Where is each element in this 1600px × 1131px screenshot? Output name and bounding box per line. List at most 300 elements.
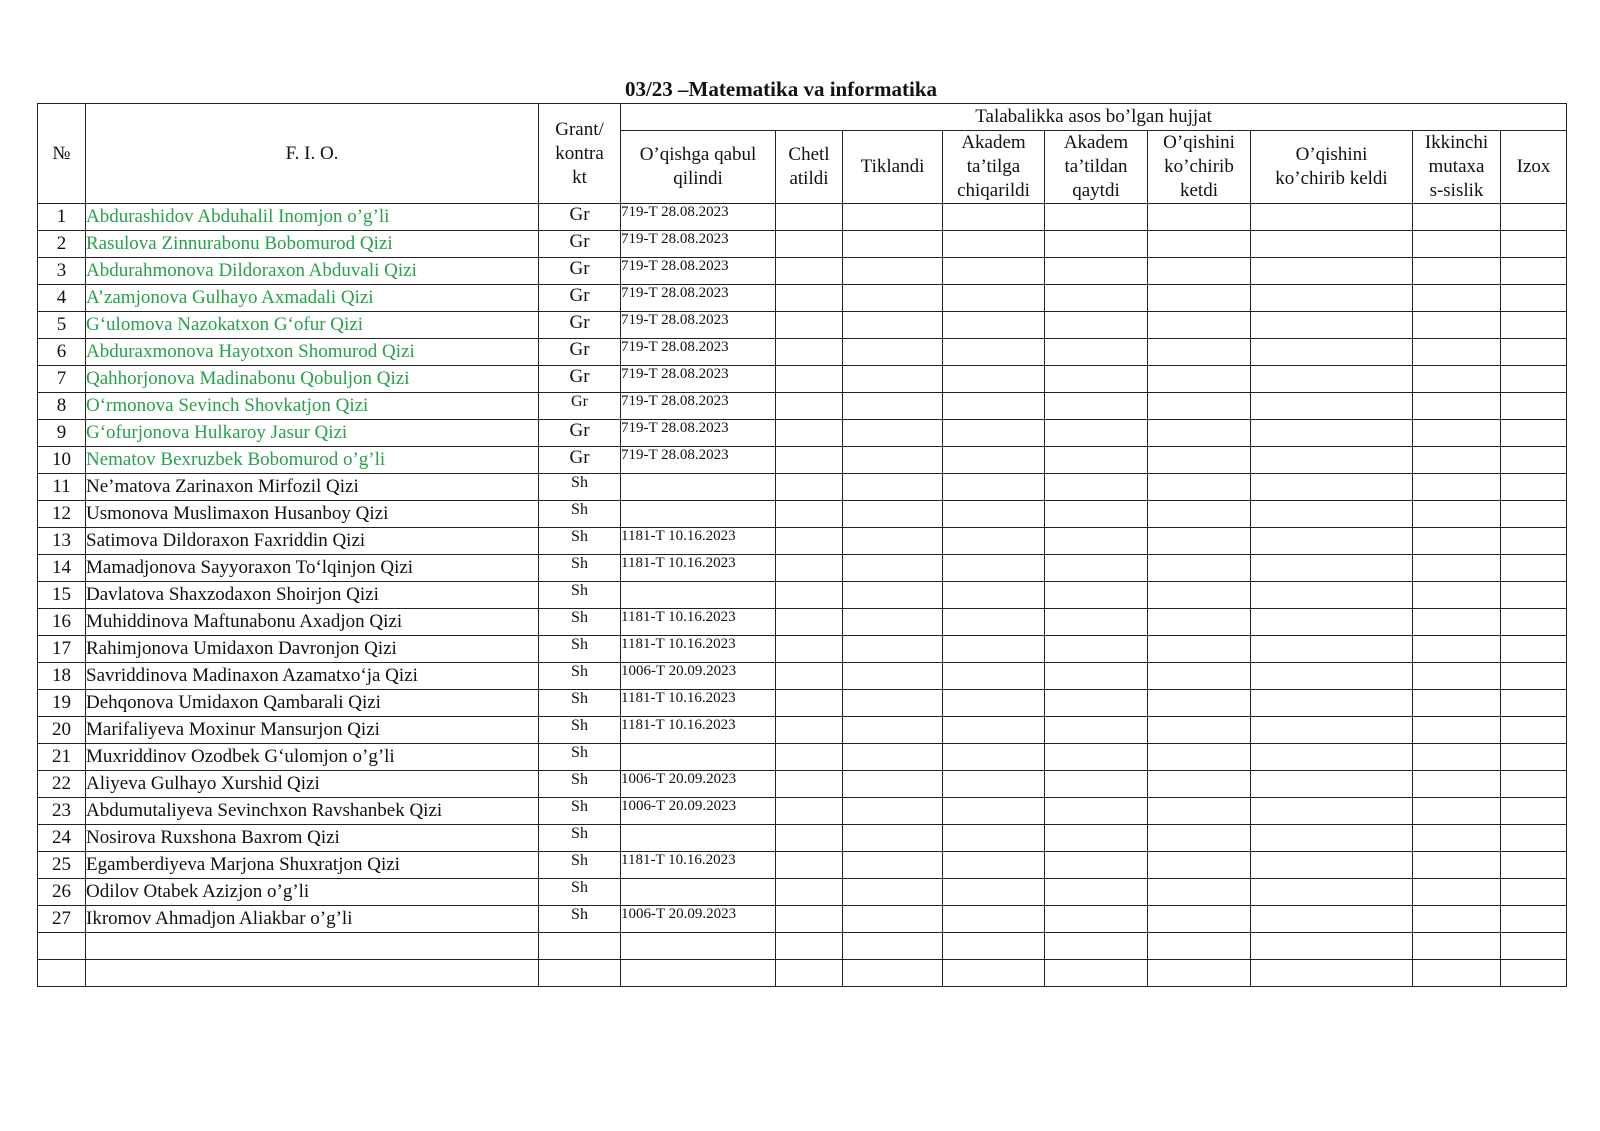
student-name: Marifaliyeva Moxinur Mansurjon Qizi xyxy=(86,717,539,744)
header-restored xyxy=(843,131,943,204)
empty-cell xyxy=(1413,798,1501,825)
empty-cell xyxy=(1501,474,1567,501)
empty-cell xyxy=(943,393,1045,420)
empty-cell xyxy=(1413,906,1501,933)
header-transferred-in xyxy=(1251,131,1413,204)
empty-cell xyxy=(1148,204,1251,231)
row-number: 20 xyxy=(38,717,86,744)
student-name: O‘rmonova Sevinch Shovkatjon Qizi xyxy=(86,393,539,420)
empty-cell xyxy=(776,474,843,501)
admission-document: 1006-T 20.09.2023 xyxy=(621,663,776,690)
empty-cell xyxy=(1501,204,1567,231)
empty-cell xyxy=(1413,312,1501,339)
table-row xyxy=(38,906,1567,933)
funding-type: Sh xyxy=(539,717,621,744)
empty-cell xyxy=(943,474,1045,501)
empty-cell xyxy=(1251,312,1413,339)
empty-cell xyxy=(1501,960,1567,987)
empty-cell xyxy=(1251,663,1413,690)
admission-document: 719-T 28.08.2023 xyxy=(621,204,776,231)
empty-cell xyxy=(1045,879,1148,906)
empty-cell xyxy=(1501,879,1567,906)
empty-cell xyxy=(843,690,943,717)
row-number: 8 xyxy=(38,393,86,420)
funding-type: Gr xyxy=(539,339,621,366)
empty-cell xyxy=(776,906,843,933)
empty-cell xyxy=(1045,393,1148,420)
table-row xyxy=(38,312,1567,339)
empty-cell xyxy=(1413,501,1501,528)
admission-document: 1181-T 10.16.2023 xyxy=(621,852,776,879)
funding-type: Gr xyxy=(539,393,621,420)
header-grant-line: kt xyxy=(572,166,587,188)
table-row xyxy=(38,528,1567,555)
empty-cell xyxy=(1413,582,1501,609)
empty-cell xyxy=(1045,906,1148,933)
admission-document: 719-T 28.08.2023 xyxy=(621,258,776,285)
empty-cell xyxy=(1148,366,1251,393)
empty-cell xyxy=(1148,879,1251,906)
header-line: O’qishini xyxy=(1163,132,1235,153)
header-expelled xyxy=(776,131,843,204)
empty-cell xyxy=(843,231,943,258)
empty-cell xyxy=(843,366,943,393)
header-fio: F. I. O. xyxy=(86,104,539,204)
admission-document xyxy=(621,960,776,987)
row-number: 12 xyxy=(38,501,86,528)
empty-cell xyxy=(1413,852,1501,879)
student-name: Muhiddinova Maftunabonu Axadjon Qizi xyxy=(86,609,539,636)
empty-cell xyxy=(1251,501,1413,528)
empty-cell xyxy=(776,285,843,312)
empty-cell xyxy=(943,933,1045,960)
table-row xyxy=(38,501,1567,528)
header-grant xyxy=(539,104,621,204)
row-number: 18 xyxy=(38,663,86,690)
row-number: 9 xyxy=(38,420,86,447)
empty-cell xyxy=(943,258,1045,285)
empty-cell xyxy=(943,825,1045,852)
empty-cell xyxy=(943,798,1045,825)
header-line: qaytdi xyxy=(1072,180,1120,201)
row-number: 19 xyxy=(38,690,86,717)
student-name: Usmonova Muslimaxon Husanboy Qizi xyxy=(86,501,539,528)
admission-document xyxy=(621,825,776,852)
empty-cell xyxy=(943,690,1045,717)
empty-cell xyxy=(1251,231,1413,258)
table-row xyxy=(38,447,1567,474)
row-number: 27 xyxy=(38,906,86,933)
empty-cell xyxy=(1501,690,1567,717)
empty-cell xyxy=(776,717,843,744)
empty-cell xyxy=(1413,420,1501,447)
empty-cell xyxy=(776,312,843,339)
funding-type: Sh xyxy=(539,744,621,771)
empty-cell xyxy=(1148,474,1251,501)
funding-type: Sh xyxy=(539,582,621,609)
empty-cell xyxy=(943,204,1045,231)
empty-cell xyxy=(943,609,1045,636)
empty-cell xyxy=(1148,609,1251,636)
empty-cell xyxy=(1501,663,1567,690)
empty-cell xyxy=(943,744,1045,771)
empty-cell xyxy=(1045,555,1148,582)
funding-type: Gr xyxy=(539,258,621,285)
funding-type: Gr xyxy=(539,447,621,474)
empty-cell xyxy=(843,258,943,285)
empty-cell xyxy=(776,798,843,825)
empty-cell xyxy=(1413,825,1501,852)
empty-cell xyxy=(1045,744,1148,771)
empty-cell xyxy=(843,420,943,447)
admission-document: 719-T 28.08.2023 xyxy=(621,393,776,420)
student-name: Muxriddinov Ozodbek G‘ulomjon o’g’li xyxy=(86,744,539,771)
header-line: mutaxa xyxy=(1428,156,1485,177)
empty-cell xyxy=(1148,447,1251,474)
empty-cell xyxy=(1045,420,1148,447)
empty-cell xyxy=(1148,906,1251,933)
empty-cell xyxy=(943,636,1045,663)
empty-cell xyxy=(776,231,843,258)
empty-cell xyxy=(943,420,1045,447)
empty-cell xyxy=(1045,960,1148,987)
empty-cell xyxy=(776,933,843,960)
empty-cell xyxy=(843,744,943,771)
empty-cell xyxy=(1501,852,1567,879)
empty-cell xyxy=(1501,447,1567,474)
table-row xyxy=(38,555,1567,582)
table-row xyxy=(38,366,1567,393)
empty-cell xyxy=(1251,474,1413,501)
empty-cell xyxy=(1045,663,1148,690)
empty-cell xyxy=(1501,717,1567,744)
funding-type: Sh xyxy=(539,501,621,528)
student-name: G‘ulomova Nazokatxon G‘ofur Qizi xyxy=(86,312,539,339)
table-row xyxy=(38,960,1567,987)
funding-type: Sh xyxy=(539,663,621,690)
header-line: Chetl xyxy=(788,144,830,165)
empty-cell xyxy=(943,771,1045,798)
row-number: 2 xyxy=(38,231,86,258)
table-row xyxy=(38,258,1567,285)
row-number xyxy=(38,960,86,987)
empty-cell xyxy=(1045,231,1148,258)
funding-type: Sh xyxy=(539,825,621,852)
header-grant-line: kontra xyxy=(555,142,604,164)
empty-cell xyxy=(1251,690,1413,717)
empty-cell xyxy=(1501,582,1567,609)
empty-cell xyxy=(943,960,1045,987)
empty-cell xyxy=(843,906,943,933)
empty-cell xyxy=(943,717,1045,744)
admission-document: 719-T 28.08.2023 xyxy=(621,339,776,366)
funding-type: Gr xyxy=(539,231,621,258)
empty-cell xyxy=(1148,960,1251,987)
empty-cell xyxy=(1501,609,1567,636)
empty-cell xyxy=(843,312,943,339)
admission-document: 1181-T 10.16.2023 xyxy=(621,555,776,582)
funding-type: Sh xyxy=(539,798,621,825)
admission-document: 1181-T 10.16.2023 xyxy=(621,528,776,555)
empty-cell xyxy=(776,447,843,474)
empty-cell xyxy=(1501,393,1567,420)
admission-document: 719-T 28.08.2023 xyxy=(621,312,776,339)
empty-cell xyxy=(1251,258,1413,285)
row-number: 6 xyxy=(38,339,86,366)
empty-cell xyxy=(776,582,843,609)
empty-cell xyxy=(1251,447,1413,474)
empty-cell xyxy=(776,690,843,717)
empty-cell xyxy=(943,852,1045,879)
empty-cell xyxy=(1413,204,1501,231)
empty-cell xyxy=(776,879,843,906)
empty-cell xyxy=(776,420,843,447)
header-line: ta’tilga xyxy=(966,156,1021,177)
empty-cell xyxy=(1148,555,1251,582)
header-line: qilindi xyxy=(673,168,723,189)
row-number: 16 xyxy=(38,609,86,636)
empty-cell xyxy=(1501,528,1567,555)
row-number: 4 xyxy=(38,285,86,312)
empty-cell xyxy=(1251,825,1413,852)
empty-cell xyxy=(943,339,1045,366)
empty-cell xyxy=(1501,312,1567,339)
student-name: Odilov Otabek Azizjon o’g’li xyxy=(86,879,539,906)
empty-cell xyxy=(843,798,943,825)
header-line: Tiklandi xyxy=(860,156,925,177)
admission-document: 719-T 28.08.2023 xyxy=(621,231,776,258)
empty-cell xyxy=(1045,366,1148,393)
empty-cell xyxy=(1413,609,1501,636)
admission-document: 1181-T 10.16.2023 xyxy=(621,690,776,717)
empty-cell xyxy=(843,393,943,420)
empty-cell xyxy=(1501,555,1567,582)
empty-cell xyxy=(776,501,843,528)
admission-document: 719-T 28.08.2023 xyxy=(621,447,776,474)
table-row xyxy=(38,285,1567,312)
header-line: chiqarildi xyxy=(957,180,1030,201)
empty-cell xyxy=(1251,555,1413,582)
table-row xyxy=(38,393,1567,420)
row-number: 13 xyxy=(38,528,86,555)
empty-cell xyxy=(1251,609,1413,636)
empty-cell xyxy=(1045,609,1148,636)
student-name: Savriddinova Madinaxon Azamatxo‘ja Qizi xyxy=(86,663,539,690)
empty-cell xyxy=(776,744,843,771)
empty-cell xyxy=(1148,663,1251,690)
empty-cell xyxy=(1251,771,1413,798)
funding-type: Gr xyxy=(539,285,621,312)
empty-cell xyxy=(843,555,943,582)
empty-cell xyxy=(1148,717,1251,744)
header-line: Akadem xyxy=(961,132,1026,153)
empty-cell xyxy=(1148,231,1251,258)
empty-cell xyxy=(943,555,1045,582)
empty-cell xyxy=(943,501,1045,528)
empty-cell xyxy=(843,447,943,474)
funding-type: Sh xyxy=(539,555,621,582)
empty-cell xyxy=(1413,393,1501,420)
funding-type xyxy=(539,960,621,987)
empty-cell xyxy=(1148,420,1251,447)
empty-cell xyxy=(1501,420,1567,447)
row-number: 3 xyxy=(38,258,86,285)
table-row xyxy=(38,474,1567,501)
empty-cell xyxy=(1413,258,1501,285)
row-number: 5 xyxy=(38,312,86,339)
empty-cell xyxy=(943,663,1045,690)
admission-document: 1181-T 10.16.2023 xyxy=(621,609,776,636)
empty-cell xyxy=(1045,771,1148,798)
empty-cell xyxy=(1501,339,1567,366)
funding-type: Sh xyxy=(539,906,621,933)
empty-cell xyxy=(776,771,843,798)
table-row xyxy=(38,609,1567,636)
empty-cell xyxy=(1045,258,1148,285)
row-number: 1 xyxy=(38,204,86,231)
row-number: 15 xyxy=(38,582,86,609)
empty-cell xyxy=(1413,447,1501,474)
empty-cell xyxy=(776,636,843,663)
student-name: Rasulova Zinnurabonu Bobomurod Qizi xyxy=(86,231,539,258)
empty-cell xyxy=(1413,285,1501,312)
empty-cell xyxy=(1148,258,1251,285)
header-line: ko’chirib keldi xyxy=(1275,168,1388,189)
row-number: 23 xyxy=(38,798,86,825)
empty-cell xyxy=(1413,636,1501,663)
empty-cell xyxy=(776,528,843,555)
empty-cell xyxy=(776,609,843,636)
empty-cell xyxy=(943,231,1045,258)
student-name: Aliyeva Gulhayo Xurshid Qizi xyxy=(86,771,539,798)
empty-cell xyxy=(943,582,1045,609)
header-academic-leave-back xyxy=(1045,131,1148,204)
empty-cell xyxy=(1413,960,1501,987)
row-number xyxy=(38,933,86,960)
student-name: Abduraxmonova Hayotxon Shomurod Qizi xyxy=(86,339,539,366)
funding-type: Gr xyxy=(539,366,621,393)
row-number: 26 xyxy=(38,879,86,906)
admission-document: 1006-T 20.09.2023 xyxy=(621,906,776,933)
empty-cell xyxy=(1045,528,1148,555)
row-number: 17 xyxy=(38,636,86,663)
header-transferred-out xyxy=(1148,131,1251,204)
header-line: ketdi xyxy=(1180,180,1218,201)
header-line: Akadem xyxy=(1063,132,1129,153)
empty-cell xyxy=(1148,582,1251,609)
empty-cell xyxy=(843,663,943,690)
student-name: Nosirova Ruxshona Baxrom Qizi xyxy=(86,825,539,852)
empty-cell xyxy=(1045,204,1148,231)
header-line: Ikkinchi xyxy=(1424,132,1489,153)
empty-cell xyxy=(1251,285,1413,312)
empty-cell xyxy=(1148,825,1251,852)
empty-cell xyxy=(843,933,943,960)
student-name: Ikromov Ahmadjon Aliakbar o’g’li xyxy=(86,906,539,933)
empty-cell xyxy=(1045,582,1148,609)
empty-cell xyxy=(1413,339,1501,366)
empty-cell xyxy=(843,717,943,744)
table-row xyxy=(38,231,1567,258)
empty-cell xyxy=(1045,690,1148,717)
admission-document: 719-T 28.08.2023 xyxy=(621,366,776,393)
empty-cell xyxy=(1251,393,1413,420)
empty-cell xyxy=(843,582,943,609)
empty-cell xyxy=(1045,447,1148,474)
header-document-group: Talabalikka asos bo’lgan hujjat xyxy=(621,104,1567,131)
empty-cell xyxy=(843,852,943,879)
row-number: 22 xyxy=(38,771,86,798)
empty-cell xyxy=(1148,690,1251,717)
table-row xyxy=(38,690,1567,717)
empty-cell xyxy=(1251,852,1413,879)
admission-document: 1181-T 10.16.2023 xyxy=(621,636,776,663)
empty-cell xyxy=(776,825,843,852)
empty-cell xyxy=(843,204,943,231)
empty-cell xyxy=(1251,528,1413,555)
table-row xyxy=(38,825,1567,852)
header-line: atildi xyxy=(789,168,829,189)
funding-type xyxy=(539,933,621,960)
empty-cell xyxy=(843,609,943,636)
empty-cell xyxy=(843,501,943,528)
header-line: O’qishga qabul xyxy=(639,144,757,165)
empty-cell xyxy=(1148,852,1251,879)
empty-cell xyxy=(1413,663,1501,690)
empty-cell xyxy=(1148,285,1251,312)
table-row xyxy=(38,771,1567,798)
empty-cell xyxy=(1413,933,1501,960)
row-number: 14 xyxy=(38,555,86,582)
admission-document xyxy=(621,933,776,960)
table-row xyxy=(38,933,1567,960)
empty-cell xyxy=(1501,771,1567,798)
empty-cell xyxy=(1413,555,1501,582)
funding-type: Sh xyxy=(539,879,621,906)
student-name: Abdumutaliyeva Sevinchxon Ravshanbek Qizi xyxy=(86,798,539,825)
student-name: Abdurashidov Abduhalil Inomjon o’g’li xyxy=(86,204,539,231)
empty-cell xyxy=(776,663,843,690)
empty-cell xyxy=(943,528,1045,555)
empty-cell xyxy=(943,285,1045,312)
empty-cell xyxy=(943,366,1045,393)
empty-cell xyxy=(1148,771,1251,798)
empty-cell xyxy=(776,204,843,231)
empty-cell xyxy=(1501,744,1567,771)
empty-cell xyxy=(1501,258,1567,285)
student-name xyxy=(86,960,539,987)
empty-cell xyxy=(1045,636,1148,663)
header-line: ko’chirib xyxy=(1164,156,1234,177)
empty-cell xyxy=(1045,825,1148,852)
empty-cell xyxy=(1251,420,1413,447)
empty-cell xyxy=(1413,879,1501,906)
empty-cell xyxy=(1413,744,1501,771)
student-name: Satimova Dildoraxon Faxriddin Qizi xyxy=(86,528,539,555)
admission-document xyxy=(621,744,776,771)
empty-cell xyxy=(1501,906,1567,933)
empty-cell xyxy=(843,879,943,906)
empty-cell xyxy=(1413,366,1501,393)
row-number: 7 xyxy=(38,366,86,393)
empty-cell xyxy=(1501,366,1567,393)
header-line: O’qishini xyxy=(1295,144,1368,165)
empty-cell xyxy=(843,474,943,501)
funding-type: Gr xyxy=(539,420,621,447)
empty-cell xyxy=(1251,582,1413,609)
empty-cell xyxy=(776,852,843,879)
empty-cell xyxy=(843,285,943,312)
